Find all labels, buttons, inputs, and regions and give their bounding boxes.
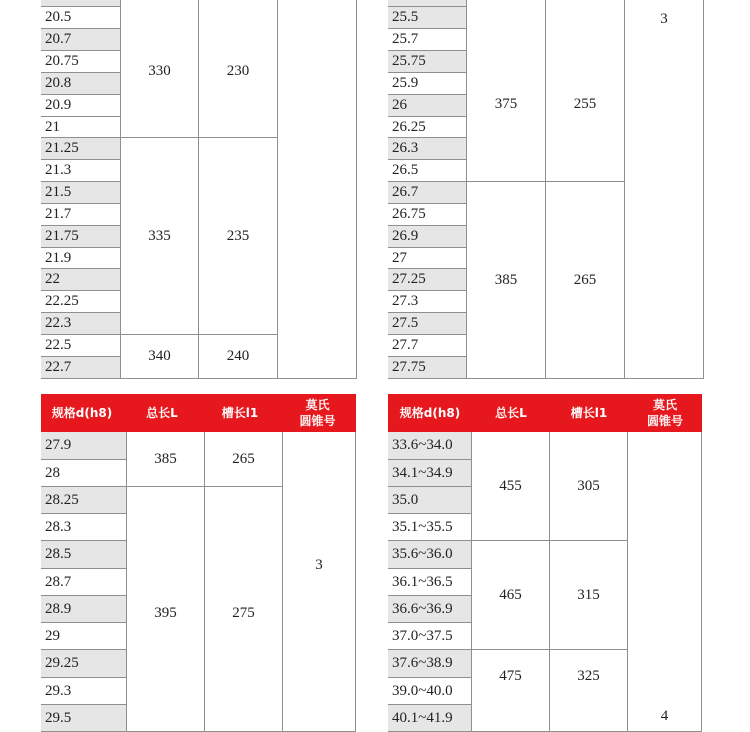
length-cell: 385 <box>467 182 546 379</box>
spec-cell: 21.3 <box>41 160 121 182</box>
spec-cell: 40.1~41.9 <box>388 705 472 732</box>
spec-cell: 26.25 <box>388 117 467 138</box>
spec-cell: 22.5 <box>41 335 121 357</box>
spec-cell: 25.9 <box>388 73 467 95</box>
column-header-morse-line1: 莫氏 <box>305 398 330 412</box>
spec-cell: 26 <box>388 95 467 117</box>
spec-cell: 25.5 <box>388 7 467 29</box>
length-cell: 330 <box>121 0 199 138</box>
length-cell: 340 <box>121 335 199 379</box>
spec-cell: 25.7 <box>388 29 467 51</box>
spec-cell: 27.7 <box>388 335 467 357</box>
spec-cell: 36.6~36.9 <box>388 596 472 623</box>
groove-length-cell: 230 <box>199 0 278 138</box>
spec-cell: 26.7 <box>388 182 467 204</box>
spec-cell: 29.5 <box>41 705 127 732</box>
spec-cell: 28.25 <box>41 487 127 514</box>
spec-cell: 27.3 <box>388 291 467 313</box>
spec-cell: 28 <box>41 460 127 487</box>
length-cell: 455 <box>472 432 550 541</box>
groove-length-cell: 235 <box>199 138 278 335</box>
spec-cell: 34.1~34.9 <box>388 460 472 487</box>
spec-cell: 22.3 <box>41 313 121 335</box>
column-header-length: 总长L <box>495 406 527 420</box>
spec-cell: 22.25 <box>41 291 121 313</box>
spec-cell: 39.0~40.0 <box>388 678 472 705</box>
column-header-morse-line2: 圆锥号 <box>299 414 336 428</box>
spec-cell: 27.9 <box>41 432 127 460</box>
column-header-spec: 规格d(h8) <box>51 406 113 420</box>
spec-cell: 29.25 <box>41 650 127 678</box>
groove-length-cell: 265 <box>546 182 625 379</box>
spec-cell: 35.1~35.5 <box>388 514 472 541</box>
spec-cell: 27.5 <box>388 313 467 335</box>
spec-cell: 26.5 <box>388 160 467 182</box>
spec-cell: 20.5 <box>41 7 121 29</box>
column-header-groove: 槽长l1 <box>221 406 259 420</box>
morse-cell: 3 <box>283 432 356 732</box>
spec-cell: 27 <box>388 248 467 269</box>
spec-cell: 35.6~36.0 <box>388 541 472 569</box>
spec-cell: 26.3 <box>388 138 467 160</box>
spec-cell: 37.0~37.5 <box>388 623 472 650</box>
spec-cell: 25.75 <box>388 51 467 73</box>
groove-length-cell: 255 <box>546 0 625 182</box>
column-header-spec: 规格d(h8) <box>399 406 461 420</box>
spec-cell: 20.7 <box>41 29 121 51</box>
spec-cell: 29 <box>41 623 127 650</box>
groove-length-cell: 240 <box>199 335 278 379</box>
spec-cell: 20.8 <box>41 73 121 95</box>
spec-cell: 27.75 <box>388 357 467 379</box>
groove-length-cell: 325 <box>550 650 628 732</box>
column-header-groove: 槽长l1 <box>570 406 608 420</box>
column-header-morse-line1: 莫氏 <box>652 398 677 412</box>
spec-cell: 26.9 <box>388 226 467 248</box>
length-cell: 335 <box>121 138 199 335</box>
spec-cell: 36.1~36.5 <box>388 569 472 596</box>
morse-value: 3 <box>660 11 668 27</box>
spec-cell: 37.6~38.9 <box>388 650 472 678</box>
spec-cell: 28.9 <box>41 596 127 623</box>
spec-cell: 22.7 <box>41 357 121 379</box>
column-header-morse-line2: 圆锥号 <box>646 414 683 428</box>
length-cell: 475 <box>472 650 550 732</box>
length-cell: 375 <box>467 0 546 182</box>
spec-cell: 21 <box>41 117 121 138</box>
spec-cell: 21.25 <box>41 138 121 160</box>
groove-length-cell: 305 <box>550 432 628 541</box>
length-cell: 395 <box>127 487 205 732</box>
spec-cell: 21.75 <box>41 226 121 248</box>
spec-cell: 21.5 <box>41 182 121 204</box>
spec-cell: 22 <box>41 269 121 291</box>
groove-length-cell: 275 <box>205 487 283 732</box>
spec-cell: 20.75 <box>41 51 121 73</box>
spec-cell: 27.25 <box>388 269 467 291</box>
spec-cell: 29.3 <box>41 678 127 705</box>
groove-length-cell: 265 <box>205 432 283 487</box>
spec-cell: 21.7 <box>41 204 121 226</box>
length-cell: 385 <box>127 432 205 487</box>
spec-cell: 26.75 <box>388 204 467 226</box>
length-cell: 465 <box>472 541 550 650</box>
morse-cell <box>628 432 702 732</box>
morse-value: 4 <box>660 708 669 724</box>
column-header-length: 总长L <box>146 406 178 420</box>
spec-cell: 21.9 <box>41 248 121 269</box>
spec-cell: 28.7 <box>41 569 127 596</box>
spec-cell: 28.3 <box>41 514 127 541</box>
spec-cell: 20.9 <box>41 95 121 117</box>
spec-cell: 33.6~34.0 <box>388 432 472 460</box>
groove-length-cell: 315 <box>550 541 628 650</box>
spec-cell: 28.5 <box>41 541 127 569</box>
spec-cell: 35.0 <box>388 487 472 514</box>
